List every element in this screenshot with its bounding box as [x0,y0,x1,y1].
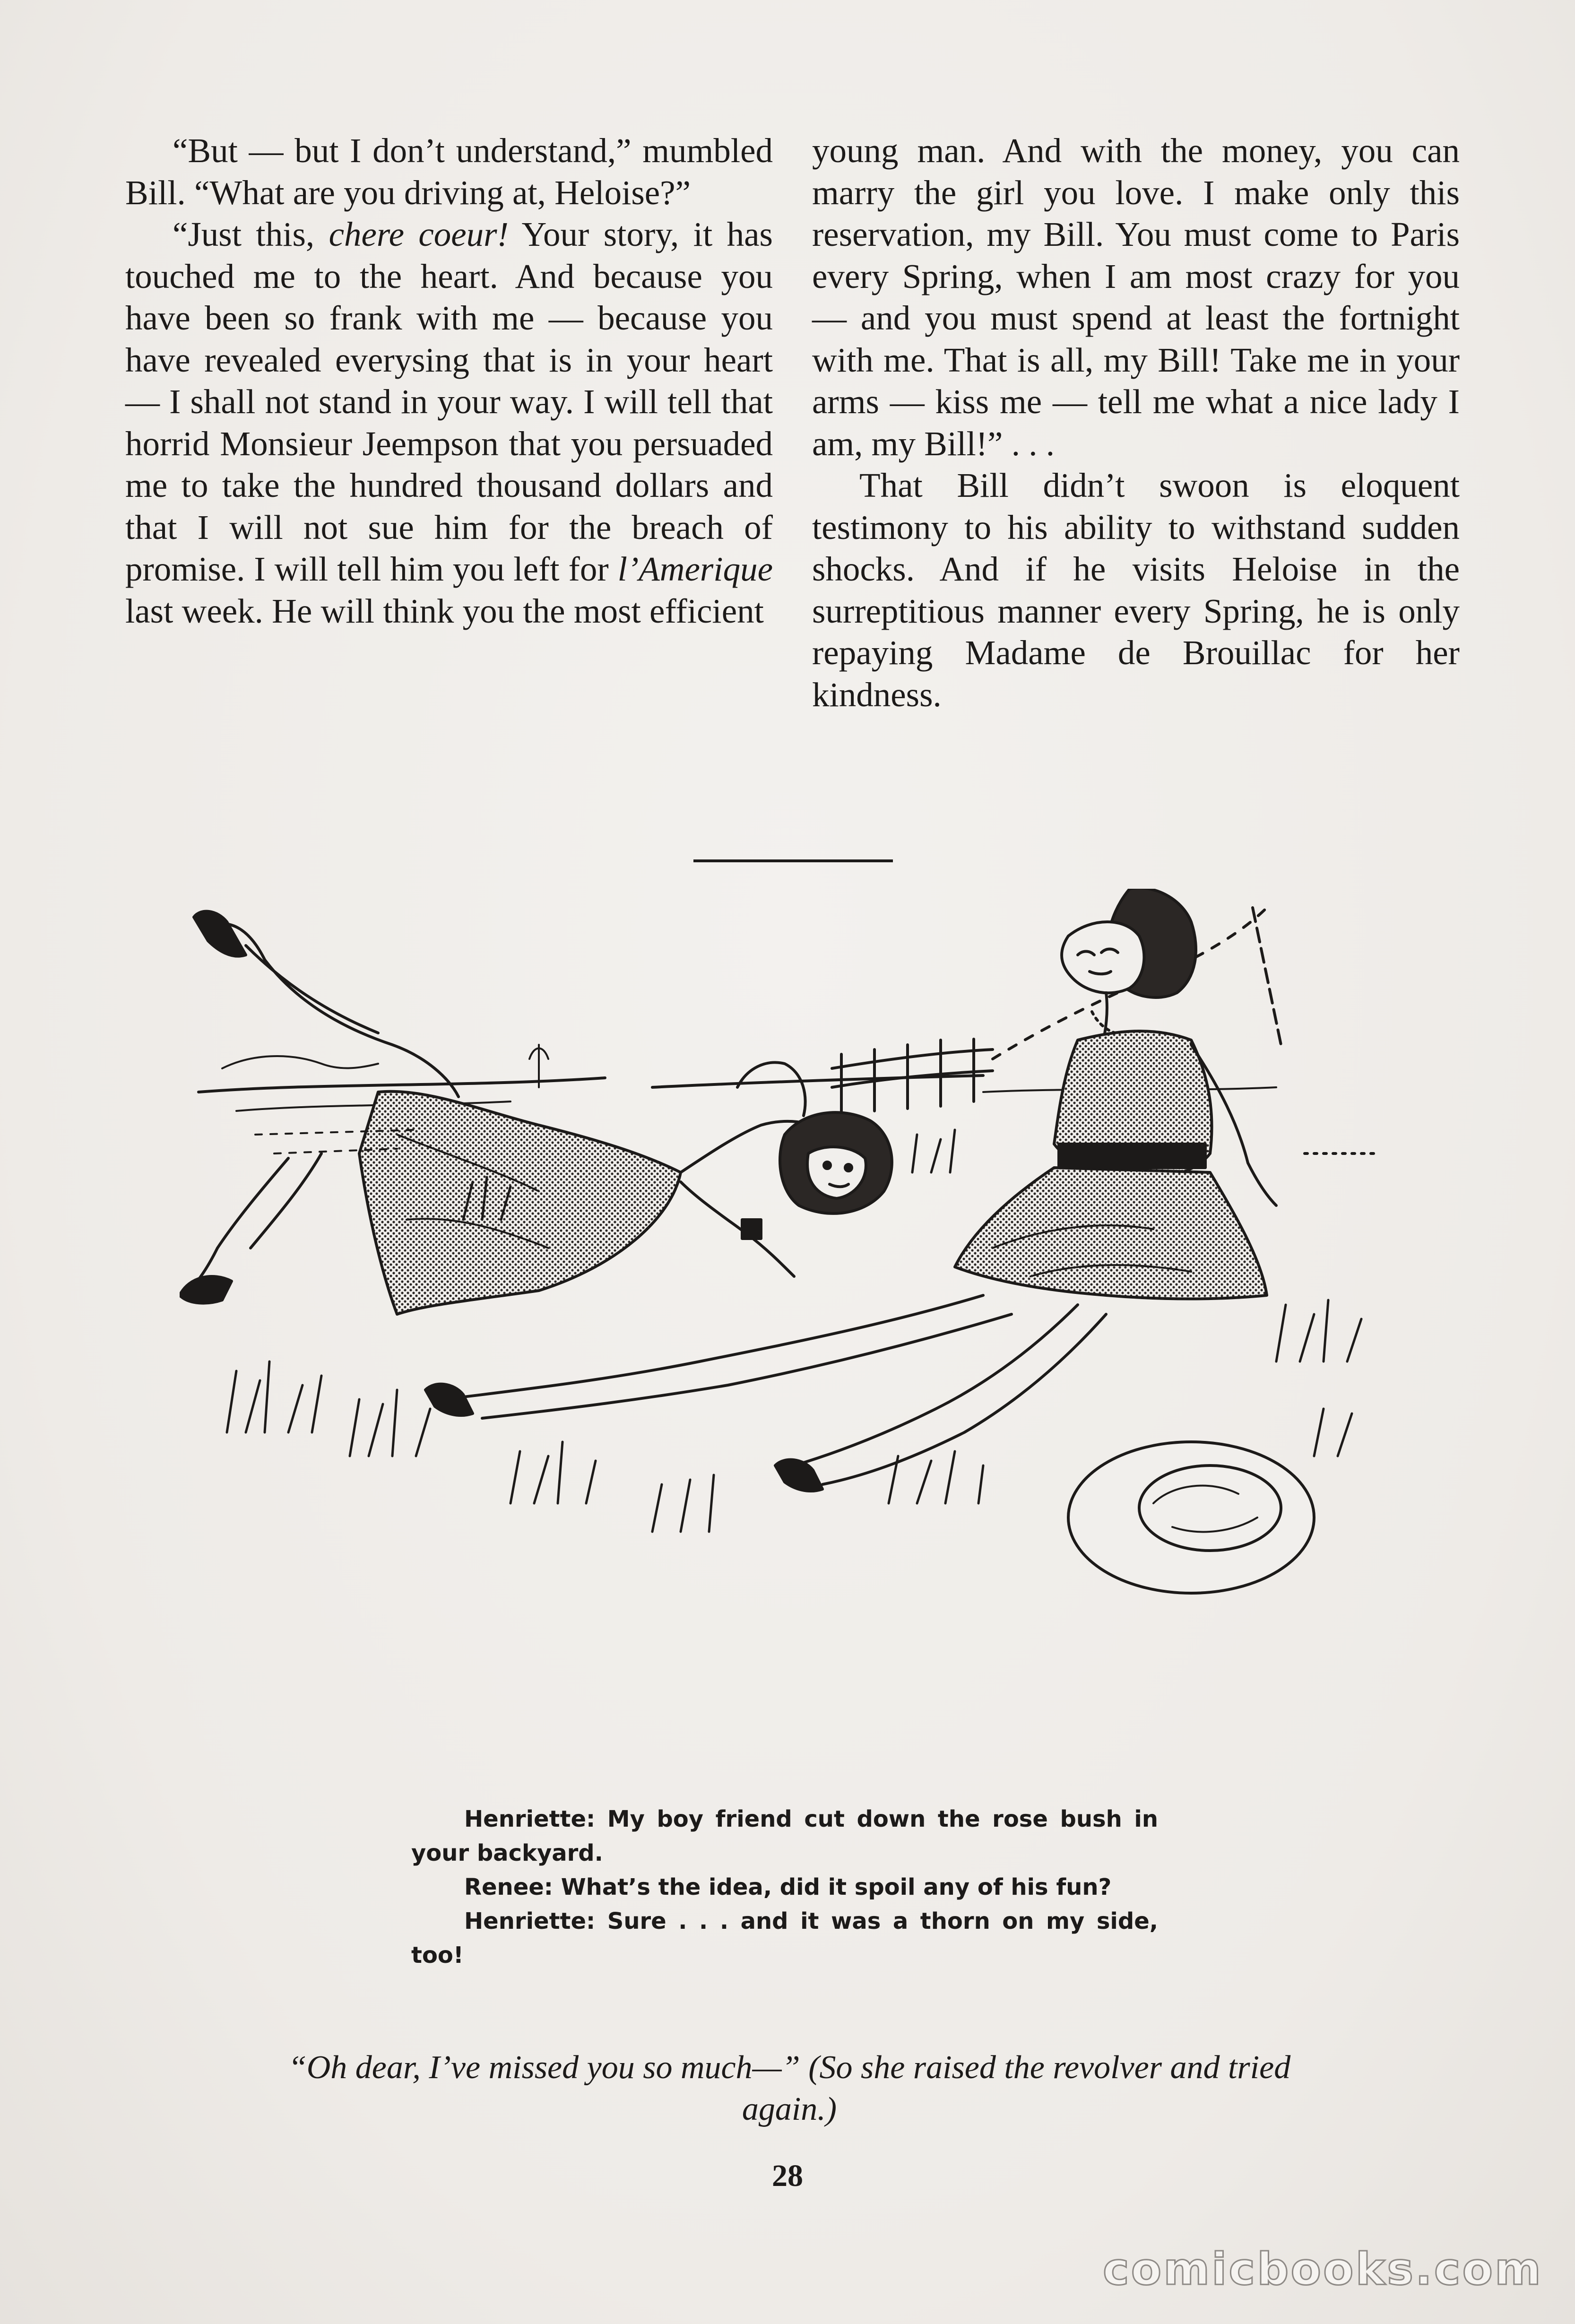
right-text-column [812,130,1460,716]
section-divider [693,859,893,862]
paragraph-just-this [125,214,773,632]
watermark: comicbooks.com [1102,2244,1543,2295]
cartoon-caption [411,1802,1158,1972]
italic-phrase: chere coeur! [329,215,509,253]
caption-line: Henriette: Sure . . . and it was a thorn on my side, too! [411,1908,1158,1968]
paragraph-that-bill: That Bill didn’t swoon is eloquent testimony to his ability to withstand sudden shocks. And if he visits Heloise in the surreptitious manner every Spring, he is only repaying Madame de Brouillac for her kindness. [812,466,1460,714]
text-segment: last week. He will think you the most efficient [125,591,764,630]
cartoon-illustration [180,889,1418,1730]
italic-phrase: l’Amerique [617,550,773,588]
text-segment: “Just this, [173,215,329,253]
page-number: 28 [772,2159,803,2193]
quote [284,2047,1295,2130]
paragraph-young-man: young man. And with the money, you can marry the girl you love. I make only this reservation, my Bill. You must come to Paris every Spring, when I am most crazy for you — and you must spend at least the fortnight with me. That is all, my Bill! Take me in your arms — kiss me — tell me what a nice lady I am, my Bill!” . . . [812,131,1460,463]
caption-line: Renee: What’s the idea, did it spoil any of his fun? [464,1874,1112,1900]
left-text-column [125,130,773,632]
text-segment: Your story, it has touched me to the heart. And because you have been so frank with me — because you have revealed everysing that is in your heart — I shall not stand in your way. I will tell that horrid Monsieur Jeempson that you persuaded me to take the hundred thousand dollars and that I will not sue him for the breach of promise. I will tell him you left for [125,215,773,588]
paragraph-but: “But — but I don’t understand,” mumbled Bill. “What are you driving at, Heloise?” [125,131,773,212]
caption-line: Henriette: My boy friend cut down the rose bush in your backyard. [411,1806,1158,1866]
quote-rest: (So she raised the revolver and tried again.) [742,2049,1291,2127]
quote-italic: “Oh dear, I’ve missed you so much—” [288,2049,800,2086]
